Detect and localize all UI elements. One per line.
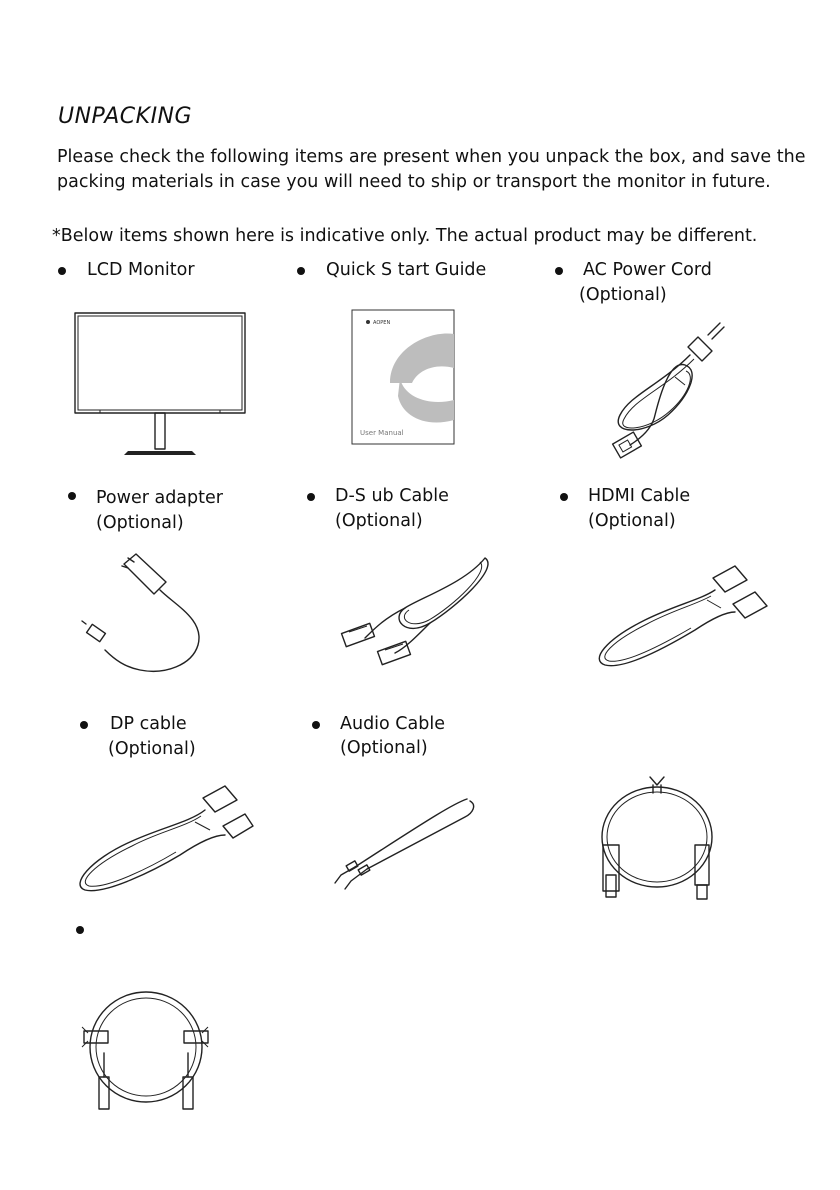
bullet-icon — [307, 493, 315, 501]
item-optional-note: (Optional) — [108, 739, 196, 759]
item-label: LCD Monitor — [87, 260, 195, 280]
item-label: Power adapter — [96, 488, 223, 508]
bullet-icon — [68, 492, 76, 500]
power-adapter-icon — [80, 550, 210, 685]
bullet-icon — [76, 926, 84, 934]
guide-brand: AOPEN — [373, 320, 391, 326]
lcd-monitor-icon — [70, 310, 250, 460]
guide-subtitle: User Manual — [360, 429, 404, 437]
item-optional-note: (Optional) — [96, 513, 184, 533]
page-title: UNPACKING — [58, 104, 193, 129]
bullet-icon — [80, 721, 88, 729]
usb-cable-icon — [595, 775, 720, 905]
audio-cable-icon — [325, 795, 480, 895]
item-optional-note: (Optional) — [579, 285, 667, 305]
item-optional-note: (Optional) — [340, 738, 428, 758]
bullet-icon — [58, 267, 66, 275]
item-label: HDMI Cable — [588, 486, 691, 506]
item-optional-note: (Optional) — [335, 511, 423, 531]
hdmi-cable-icon — [585, 560, 785, 675]
ac-power-cord-icon — [590, 315, 750, 465]
bullet-icon — [555, 267, 563, 275]
dp-cable-icon — [65, 780, 255, 900]
item-optional-note: (Optional) — [588, 511, 676, 531]
intro-paragraph: Please check the following items are present when you unpack the box, and save the packing materials in case you will need to ship or transport the monitor in future. — [57, 147, 806, 192]
item-label: Audio Cable — [340, 714, 445, 734]
bullet-icon — [312, 721, 320, 729]
d-sub-cable-icon — [335, 548, 500, 678]
item-label: D-S ub Cable — [335, 486, 449, 506]
item-label: DP cable — [110, 714, 187, 734]
bullet-icon — [560, 493, 568, 501]
disclaimer-note: *Below items shown here is indicative only. The actual product may be different. — [52, 226, 758, 246]
item-label: Quick S tart Guide — [326, 260, 487, 280]
bullet-icon — [297, 267, 305, 275]
usb-c-cable-icon — [80, 985, 215, 1115]
item-label: AC Power Cord — [583, 260, 712, 280]
quick-start-guide-icon — [350, 308, 460, 448]
